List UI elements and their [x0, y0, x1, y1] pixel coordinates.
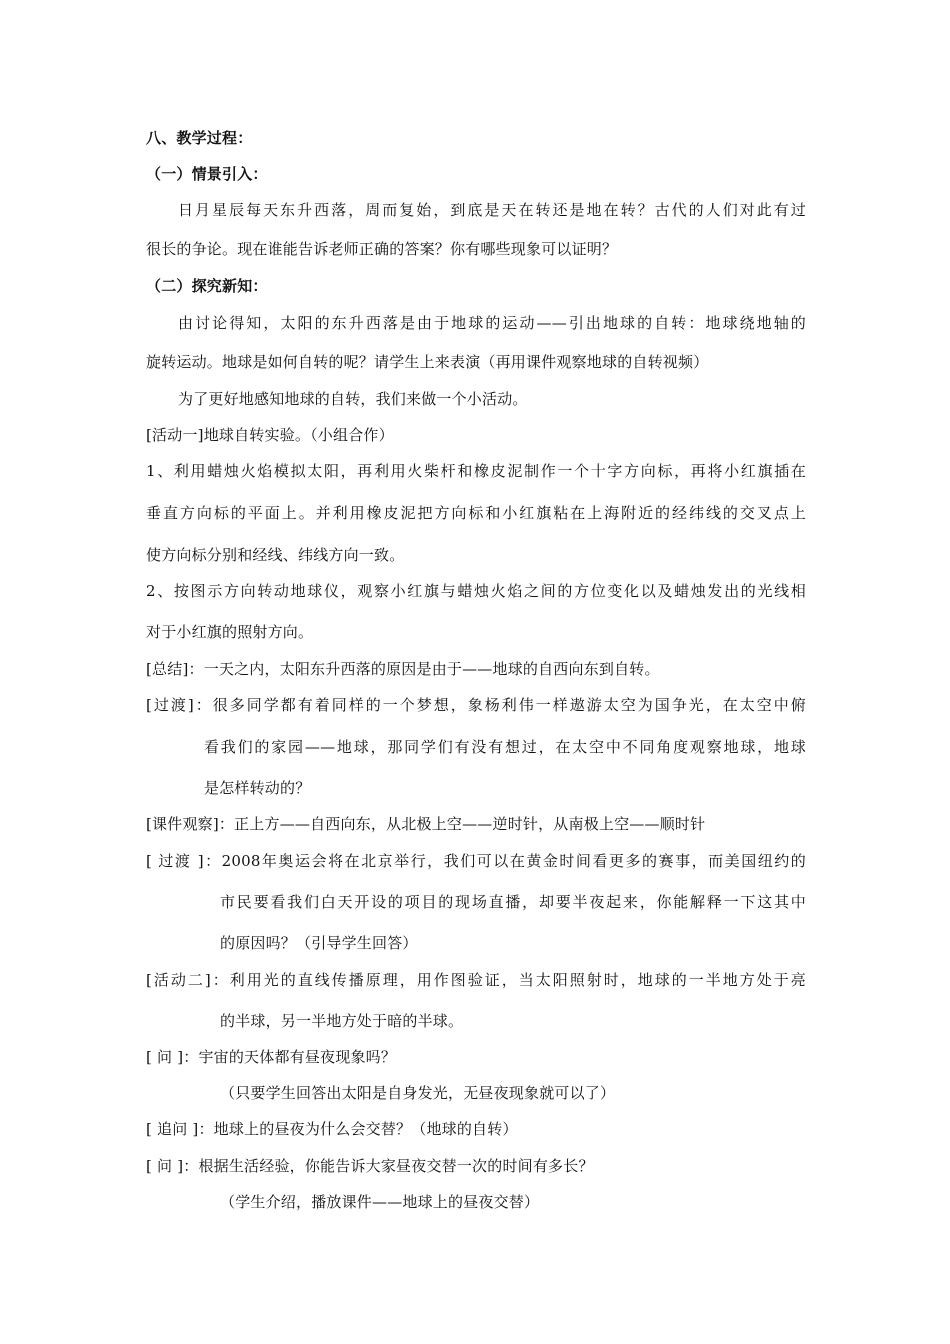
transition1-line: 是怎样转动的？	[204, 779, 311, 797]
part2-paragraph-line: 由讨论得知，太阳的东升西落是由于地球的运动——引出地球的自转：地球绕地轴的	[178, 314, 806, 332]
followup-question-line: [ 追问 ]：地球上的昼夜为什么会交替？（地球的自转）	[146, 1120, 518, 1138]
question-note: （学生介绍，播放课件——地球上的昼夜交替）	[220, 1193, 540, 1211]
step1-line: 垂直方向标的平面上。并利用橡皮泥把方向标和小红旗粘在上海附近的经纬线的交叉点上	[146, 504, 806, 522]
activity2-line: [活动二]：利用光的直线传播原理，用作图验证，当太阳照射时，地球的一半地方处于亮	[146, 971, 806, 989]
section-title: 八、教学过程：	[146, 129, 253, 147]
summary-line: [总结]：一天之内，太阳东升西落的原因是由于——地球的自西向东到自转。	[146, 660, 660, 678]
step2-line: 2、按图示方向转动地球仪，观察小红旗与蜡烛火焰之间的方位变化以及蜡烛发出的光线相	[146, 582, 806, 600]
transition2-line: 市民要看我们白天开设的项目的现场直播，却要半夜起来，你能解释一下这其中	[220, 893, 806, 911]
question-line: [ 问 ]：根据生活经验，你能告诉大家昼夜交替一次的时间有多长？	[146, 1157, 594, 1175]
step2-line: 对于小红旗的照射方向。	[146, 623, 314, 641]
transition2-line: [ 过渡 ]：2008年奥运会将在北京举行，我们可以在黄金时间看更多的赛事，而美国纽约的	[146, 852, 806, 870]
transition1-line: [过渡]：很多同学都有着同样的一个梦想，象杨利伟一样遨游太空为国争光，在太空中俯	[146, 696, 806, 714]
transition1-line: 看我们的家园——地球，那同学们有没有想过，在太空中不同角度观察地球，地球	[204, 738, 806, 756]
part2-paragraph: 为了更好地感知地球的自转，我们来做一个小活动。	[178, 390, 528, 408]
part1-heading: （一）情景引入：	[146, 165, 268, 183]
question-note: （只要学生回答出太阳是自身发光，无昼夜现象就可以了）	[220, 1084, 616, 1102]
courseware-line: [课件观察]：正上方——自西向东，从北极上空——逆时针，从南极上空——顺时针	[146, 815, 706, 833]
question-line: [ 问 ]：宇宙的天体都有昼夜现象吗？	[146, 1048, 397, 1066]
part1-paragraph-line: 很长的争论。现在谁能告诉老师正确的答案？你有哪些现象可以证明？	[146, 240, 618, 258]
transition2-line: 的原因吗？（引导学生回答）	[220, 934, 418, 952]
activity2-line: 的半球，另一半地方处于暗的半球。	[220, 1012, 464, 1030]
step1-line: 使方向标分别和经线、纬线方向一致。	[146, 546, 405, 564]
step1-line: 1、利用蜡烛火焰模拟太阳，再利用火柴杆和橡皮泥制作一个十字方向标，再将小红旗插在	[146, 462, 806, 480]
part1-paragraph-line: 日月星辰每天东升西落，周而复始，到底是天在转还是地在转？古代的人们对此有过	[178, 201, 806, 219]
part2-heading: （二）探究新知：	[146, 277, 268, 295]
part2-paragraph-line: 旋转运动。地球是如何自转的呢？请学生上来表演（再用课件观察地球的自转视频）	[146, 353, 709, 371]
activity1-title: [活动一]地球自转实验。（小组合作）	[146, 426, 394, 444]
